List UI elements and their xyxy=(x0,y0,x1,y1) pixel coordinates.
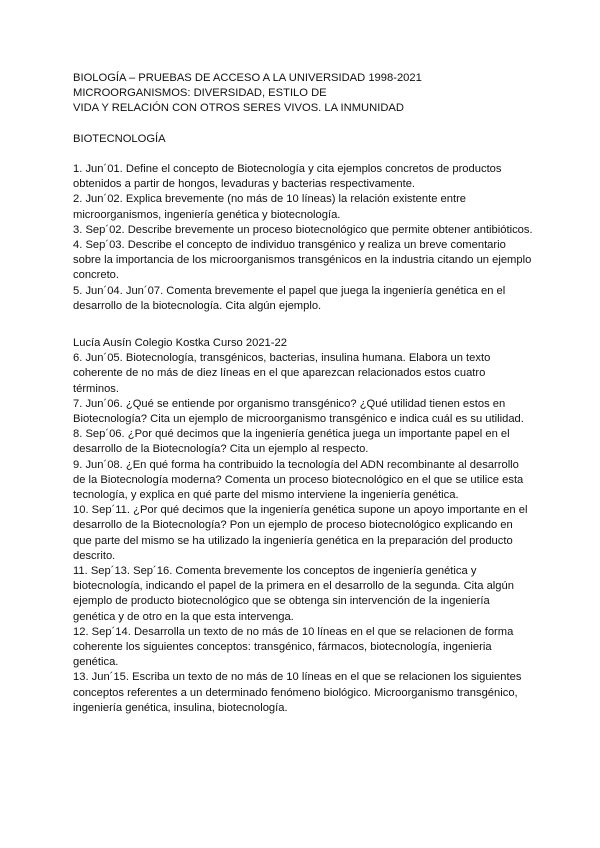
question-item: 1. Jun´01. Define el concepto de Biotecnología y cita ejemplos concretos de productos obtenidos a partir de hongos, levaduras y bacterias respectivamente. xyxy=(73,163,502,191)
question-item: 8. Sep´06. ¿Por qué decimos que la ingeniería genética juega un importante papel en el desarrollo de la Biotecnología? Cita un ejemplo al respecto. xyxy=(73,428,510,456)
header-line-1: BIOLOGÍA – PRUEBAS DE ACCESO A LA UNIVERSIDAD 1998-2021 xyxy=(73,72,422,84)
question-item: 2. Jun´02. Explica brevemente (no más de 10 líneas) la relación existente entre microorganismos, ingeniería genética y biotecnología. xyxy=(73,193,467,221)
questions-list-part-2 xyxy=(73,336,533,716)
question-item: 12. Sep´14. Desarrolla un texto de no más de 10 líneas en el que se relacionen de forma coherente los siguientes conceptos: transgénico, fármacos, biotecnología, ingenieria genética. xyxy=(73,625,514,669)
question-item: 6. Jun´05. Biotecnología, transgénicos, bacterias, insulina humana. Elabora un texto coherente de no más de diez líneas en el que aparezcan relacionados estos cuatro términos. xyxy=(73,352,491,395)
questions-list-part-1 xyxy=(73,162,533,314)
question-item: 3. Sep´02. Describe brevemente un proceso biotecnológico que permite obtener antibióticos. xyxy=(73,223,533,236)
author-line: Lucía Ausín Colegio Kostka Curso 2021-22 xyxy=(73,337,287,349)
question-item: 4. Sep´03. Describe el concepto de individuo transgénico y realiza un breve comentario sobre la importancia de los microorganismos transgénicos en la industria citando un ejemplo concreto. xyxy=(73,239,532,282)
question-item: 5. Jun´04. Jun´07. Comenta brevemente el papel que juega la ingeniería genética en el desarrollo de la biotecnología. Cita algún ejemplo. xyxy=(73,284,506,312)
question-item: 10. Sep´11. ¿Por qué decimos que la ingeniería genética supone un apoyo importante en el desarrollo de la Biotecnología? Pon un ejemplo de proceso biotecnológico explicando en que parte del mismo se ha utilizado la ingeniería genética en la preparación del producto descrito. xyxy=(73,504,528,562)
question-item: 7. Jun´06. ¿Qué se entiende por organismo transgénico? ¿Qué utilidad tienen estos en Biotecnología? Cita un ejemplo de microorganismo transgénico e indica cuál es su utilidad. xyxy=(73,397,524,426)
question-item: 11. Sep´13. Sep´16. Comenta brevemente los conceptos de ingeniería genética y biotecnología, indicando el papel de la primera en el desarrollo de la segunda. Cita algún ejemplo de producto biotecnológico que se obtenga sin intervención de la ingeniería genética y de otro en la que esta intervenga. xyxy=(73,565,514,623)
question-item: 13. Jun´15. Escriba un texto de no más de 10 líneas en el que se relacionen los siguientes conceptos referentes a un determinado fenómeno biológico. Microorganismo transgénico, ingeniería genética, insulina, biotecnología. xyxy=(73,671,522,714)
section-title: BIOTECNOLOGÍA xyxy=(73,133,166,145)
header-line-3: VIDA Y RELACIÓN CON OTROS SERES VIVOS. LA INMUNIDAD xyxy=(73,102,404,115)
document-header xyxy=(73,71,543,117)
header-line-2: MICROORGANISMOS: DIVERSIDAD, ESTILO DE xyxy=(73,87,327,100)
question-item: 9. Jun´08. ¿En qué forma ha contribuido la tecnología del ADN recombinante al desarrollo de la Biotecnología moderna? Comenta un proceso biotecnológico en el que se utilice esta tecnología, y explica en qué parte del mismo interviene la ingeniería genética. xyxy=(73,458,524,502)
